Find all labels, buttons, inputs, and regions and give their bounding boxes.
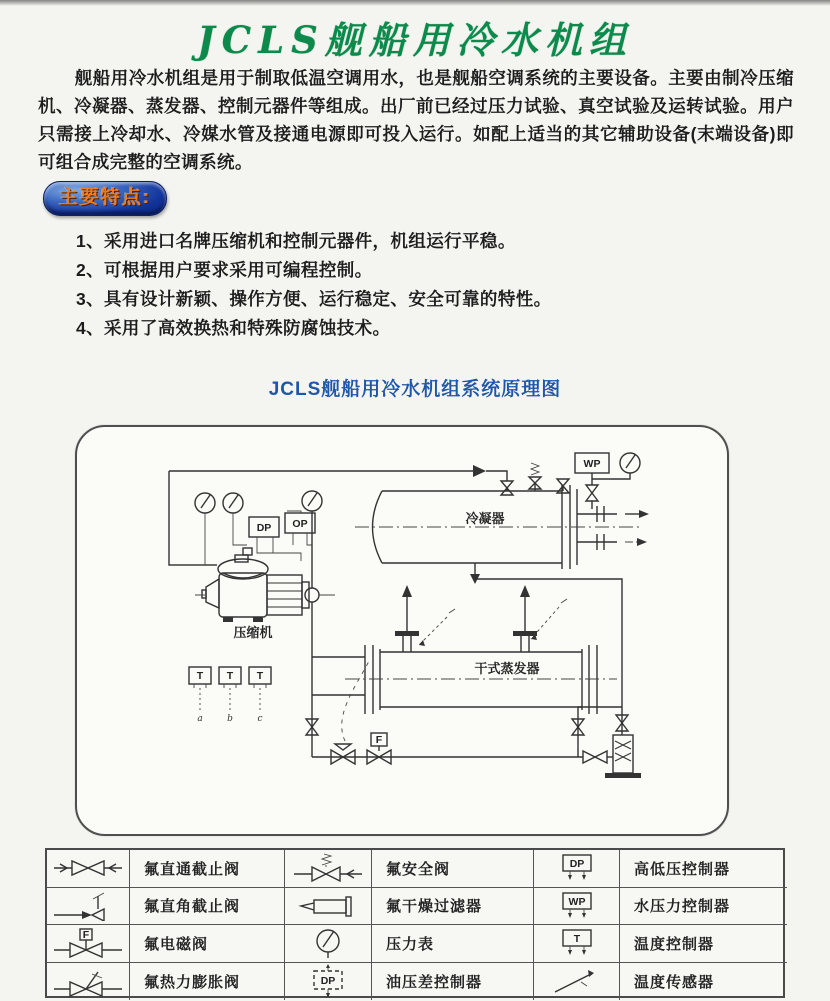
page-title: JCLS舰船用冷水机组 (197, 18, 633, 62)
legend-symbol-cell (47, 850, 130, 888)
straight-stop-valve-icon (52, 853, 124, 883)
legend-box-text: DP (320, 975, 336, 988)
pressure-gauge-icon (292, 927, 364, 959)
wp-gauge (620, 453, 640, 473)
temperature-sensor-icon (541, 965, 613, 997)
legend-symbol-cell (285, 888, 372, 926)
condenser-safety-valve (529, 463, 541, 491)
legend-symbol-cell (534, 888, 620, 926)
legend-label: 氟电磁阀 (130, 925, 285, 963)
temperature-controllers (189, 667, 271, 724)
angle-stop-valve-icon (52, 891, 124, 921)
legend-label: 氟安全阀 (372, 850, 534, 888)
legend-symbol-cell (285, 850, 372, 888)
evaporator-vessel (345, 585, 617, 714)
high-low-pressure-controller-icon (541, 852, 613, 884)
legend-label: 高低压控制器 (620, 850, 787, 888)
temperature-controller-icon (541, 927, 613, 959)
safety-valve-icon (292, 853, 364, 883)
system-schematic (77, 427, 727, 834)
suction-gauge-1 (195, 493, 215, 565)
liquid-line (470, 563, 622, 707)
t-controller-label: T (196, 670, 204, 682)
legend-symbol-cell (534, 925, 620, 963)
thermal-expansion-valve-icon (52, 965, 124, 997)
intro-paragraph: 舰船用冷水机组是用于制取低温空调用水，也是舰船空调系统的主要设备。主要由制冷压缩机、冷凝器、蒸发器、控制元器件等组成。出厂前已经过压力试验、真空试验及运转试验。用户只需接上冷却水、冷媒水管及接通电源即可投入运行。如配上适当的其它辅助设备(末端设备)即可组合成完整的空调系统。 (38, 68, 794, 172)
point-b-label: b (227, 714, 233, 724)
drier-filter-icon (292, 891, 364, 921)
legend-symbol-cell (47, 925, 130, 963)
oil-pressure-diff-controller-icon (292, 964, 364, 998)
legend-label: 氟热力膨胀阀 (130, 963, 285, 1001)
legend-symbol-cell (47, 963, 130, 1001)
discharge-pipe (169, 465, 507, 565)
feature-item: 2、可根据用户要求采用可编程控制。 (76, 260, 373, 280)
schematic-panel (75, 425, 729, 836)
suction-gauge-2 (223, 493, 247, 545)
legend-symbol-cell (285, 925, 372, 963)
compressor-label: 压缩机 (233, 625, 273, 640)
legend-symbol-cell (285, 963, 372, 1001)
legend-symbol-cell (534, 850, 620, 888)
legend-label: 氟直角截止阀 (130, 888, 285, 926)
suction-gauge-3 (302, 491, 322, 511)
feature-item: 4、采用了高效换热和特殊防腐蚀技术。 (76, 318, 391, 338)
legend-box-text: T (573, 933, 580, 946)
t-controller-label: T (226, 670, 234, 682)
legend-box-text: WP (568, 895, 585, 908)
point-c-label: c (257, 714, 263, 724)
wp-valve (586, 479, 598, 509)
features-badge (43, 181, 167, 216)
legend-label: 氟直通截止阀 (130, 850, 285, 888)
condenser-vessel (355, 485, 649, 569)
legend-label: 油压差控制器 (372, 963, 534, 1001)
legend-label: 氟干燥过滤器 (372, 888, 534, 926)
feature-item: 1、采用进口名牌压缩机和控制元器件，机组运行平稳。 (76, 231, 516, 251)
dp-label: DP (256, 522, 272, 534)
solenoid-valve-f (367, 733, 391, 764)
feature-item: 3、具有设计新颖、操作方便、运行稳定、安全可靠的特性。 (76, 289, 552, 309)
condenser-label: 冷凝器 (465, 511, 505, 526)
solenoid-valve-icon (52, 927, 124, 959)
features-list (76, 227, 776, 343)
features-badge-label: 主要特点: (58, 187, 152, 208)
condenser-angle-valve-1 (501, 481, 513, 495)
legend-symbol-cell (47, 888, 130, 926)
f-label: F (375, 734, 383, 746)
compressor (195, 548, 335, 640)
legend-symbol-cell (534, 963, 620, 1001)
evaporator-label: 干式蒸发器 (474, 661, 540, 676)
t-controller-label: T (256, 670, 264, 682)
legend-label: 温度控制器 (620, 925, 787, 963)
water-pressure-controller-icon (541, 890, 613, 922)
diagram-title: JCLS舰船用冷水机组系统原理图 (268, 379, 562, 400)
legend-table (45, 848, 785, 998)
expansion-valve (331, 661, 369, 764)
wp-label: WP (583, 458, 601, 470)
legend-box-text: F (82, 929, 90, 942)
temperature-sensor-probes (419, 599, 567, 646)
op-controller (285, 511, 315, 545)
filter-bypass (572, 707, 641, 778)
legend-label: 水压力控制器 (620, 888, 787, 926)
legend-label: 压力表 (372, 925, 534, 963)
point-a-label: a (197, 714, 203, 724)
legend-box-text: DP (569, 858, 584, 871)
op-label: OP (292, 518, 308, 530)
suction-pipe (306, 511, 365, 757)
legend-label: 温度传感器 (634, 973, 715, 991)
